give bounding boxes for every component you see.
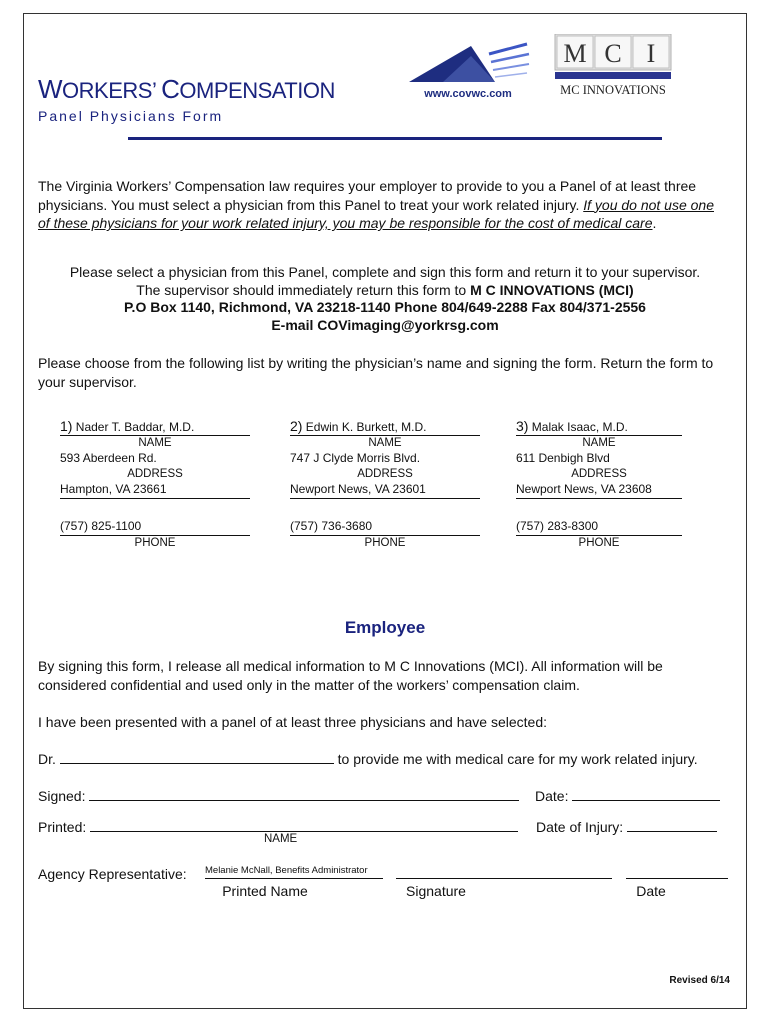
dr-label: Dr. — [38, 751, 56, 767]
instructions-line-1: Please select a physician from this Panel, complete and sign this form and return it to your supervisor. — [69, 264, 701, 280]
mci-logo — [549, 34, 683, 102]
physician-name: Edwin K. Burkett, M.D. — [305, 420, 427, 434]
printed-name-caption: Printed Name — [222, 883, 308, 899]
mci-letter-m: M — [563, 39, 587, 68]
name-caption: NAME — [138, 437, 172, 449]
intro-warning: If you do not use one of these physicians for your work related injury, you may be responsible for the cost of medical care — [38, 196, 714, 231]
date-of-injury-label: Date of Injury: — [536, 819, 624, 835]
physician-street: 747 J Clyde Morris Blvd. — [290, 451, 421, 465]
physician-3 — [516, 419, 682, 551]
address-caption: ADDRESS — [571, 468, 627, 480]
physician-name-field — [60, 419, 250, 436]
physician-2 — [290, 419, 480, 551]
mci-name: MC INNOVATIONS — [560, 83, 666, 97]
signature-blank[interactable] — [89, 787, 519, 801]
physician-street: 611 Denbigh Blvd — [516, 451, 610, 465]
date-row — [535, 787, 720, 804]
doctor-selection-row — [38, 750, 698, 767]
date-blank[interactable] — [572, 787, 720, 801]
printed-label: Printed: — [38, 819, 87, 835]
physician-1 — [60, 419, 250, 551]
title-initial-w: W — [38, 74, 63, 104]
physician-phone: (757) 283-8300 — [516, 519, 682, 536]
date-label: Date: — [535, 788, 569, 804]
title-part-2: OMPENSATION — [179, 78, 335, 103]
physician-city: Newport News, VA 23608 — [516, 482, 682, 499]
revision-note: Revised 6/14 — [669, 975, 730, 986]
doctor-name-blank[interactable] — [60, 750, 334, 764]
release-paragraph: By signing this form, I release all medical information to M C Innovations (MCI). All information will be considered confidential and used only in the matter of the workers’ compensation claim. — [38, 658, 663, 693]
form-subtitle: Panel Physicians Form — [38, 108, 224, 124]
instructions-line-2-text: The supervisor should immediately return this form to — [136, 281, 471, 298]
address-caption: ADDRESS — [127, 468, 183, 480]
signed-row — [38, 787, 519, 804]
physician-city: Newport News, VA 23601 — [290, 482, 480, 499]
physician-phone: (757) 736-3680 — [290, 519, 480, 536]
physician-city: Hampton, VA 23661 — [60, 482, 250, 499]
title-divider — [128, 137, 662, 140]
covwc-url: www.covwc.com — [424, 88, 512, 100]
physician-name-field — [290, 419, 480, 436]
physician-phone: (757) 825-1100 — [60, 519, 250, 536]
phone-caption: PHONE — [134, 537, 176, 549]
instructions-block — [30, 264, 740, 334]
mci-letter-c: C — [604, 39, 622, 68]
agency-rep-signature-blank[interactable] — [396, 864, 612, 879]
physician-name: Malak Isaac, M.D. — [531, 420, 628, 434]
physician-number: 1) — [60, 418, 73, 434]
agency-rep-date-blank[interactable] — [626, 864, 728, 879]
date-caption: Date — [636, 883, 666, 899]
employee-heading: Employee — [344, 618, 426, 637]
presented-paragraph: I have been presented with a panel of at least three physicians and have selected: — [38, 714, 548, 730]
physician-name: Nader T. Baddar, M.D. — [75, 420, 195, 434]
physician-street: 593 Aberdeen Rd. — [60, 451, 157, 465]
title-initial-c: C — [161, 74, 180, 104]
signed-label: Signed: — [38, 788, 86, 804]
physician-name-field — [516, 419, 682, 436]
instructions-line-2 — [30, 282, 740, 300]
form-title — [38, 74, 335, 105]
intro-text: The Virginia Workers’ Compensation law requires your employer to provide to you a Panel of at least three physicians. You must select a physician from this Panel to treat your work related injury. — [38, 178, 697, 213]
physician-number: 2) — [290, 418, 303, 434]
intro-end: . — [652, 215, 657, 231]
dr-suffix: to provide me with medical care for my work related injury. — [337, 751, 698, 767]
intro-paragraph — [38, 177, 728, 233]
covwc-logo-graphic — [403, 40, 533, 102]
mci-contact-address: P.O Box 1140, Richmond, VA 23218-1140 Phone 804/649-2288 Fax 804/371-2556 — [124, 299, 646, 315]
mci-logo-graphic — [549, 34, 683, 102]
date-of-injury-row — [536, 818, 717, 835]
name-caption: NAME — [582, 437, 616, 449]
phone-caption: PHONE — [578, 537, 620, 549]
address-caption: ADDRESS — [357, 468, 413, 480]
date-of-injury-blank[interactable] — [627, 818, 717, 832]
mci-letter-i: I — [646, 39, 656, 68]
signature-caption: Signature — [406, 883, 466, 899]
phone-caption: PHONE — [364, 537, 406, 549]
mci-company-name: M C INNOVATIONS (MCI) — [470, 281, 634, 298]
choose-paragraph: Please choose from the following list by writing the physician’s name and signing the form. Return the form to your supervisor. — [38, 355, 714, 390]
agency-rep-label: Agency Representative: — [38, 866, 187, 882]
agency-rep-printed-name[interactable]: Melanie McNall, Benefits Administrator — [205, 864, 383, 879]
physician-number: 3) — [516, 418, 529, 434]
printed-name-blank[interactable] — [90, 818, 518, 832]
mci-contact-email: E-mail COVimaging@yorkrsg.com — [271, 316, 499, 333]
name-caption-employee: NAME — [264, 833, 298, 845]
name-caption: NAME — [368, 437, 402, 449]
covwc-logo — [403, 40, 533, 102]
title-part-1: ORKERS’ — [62, 78, 162, 103]
